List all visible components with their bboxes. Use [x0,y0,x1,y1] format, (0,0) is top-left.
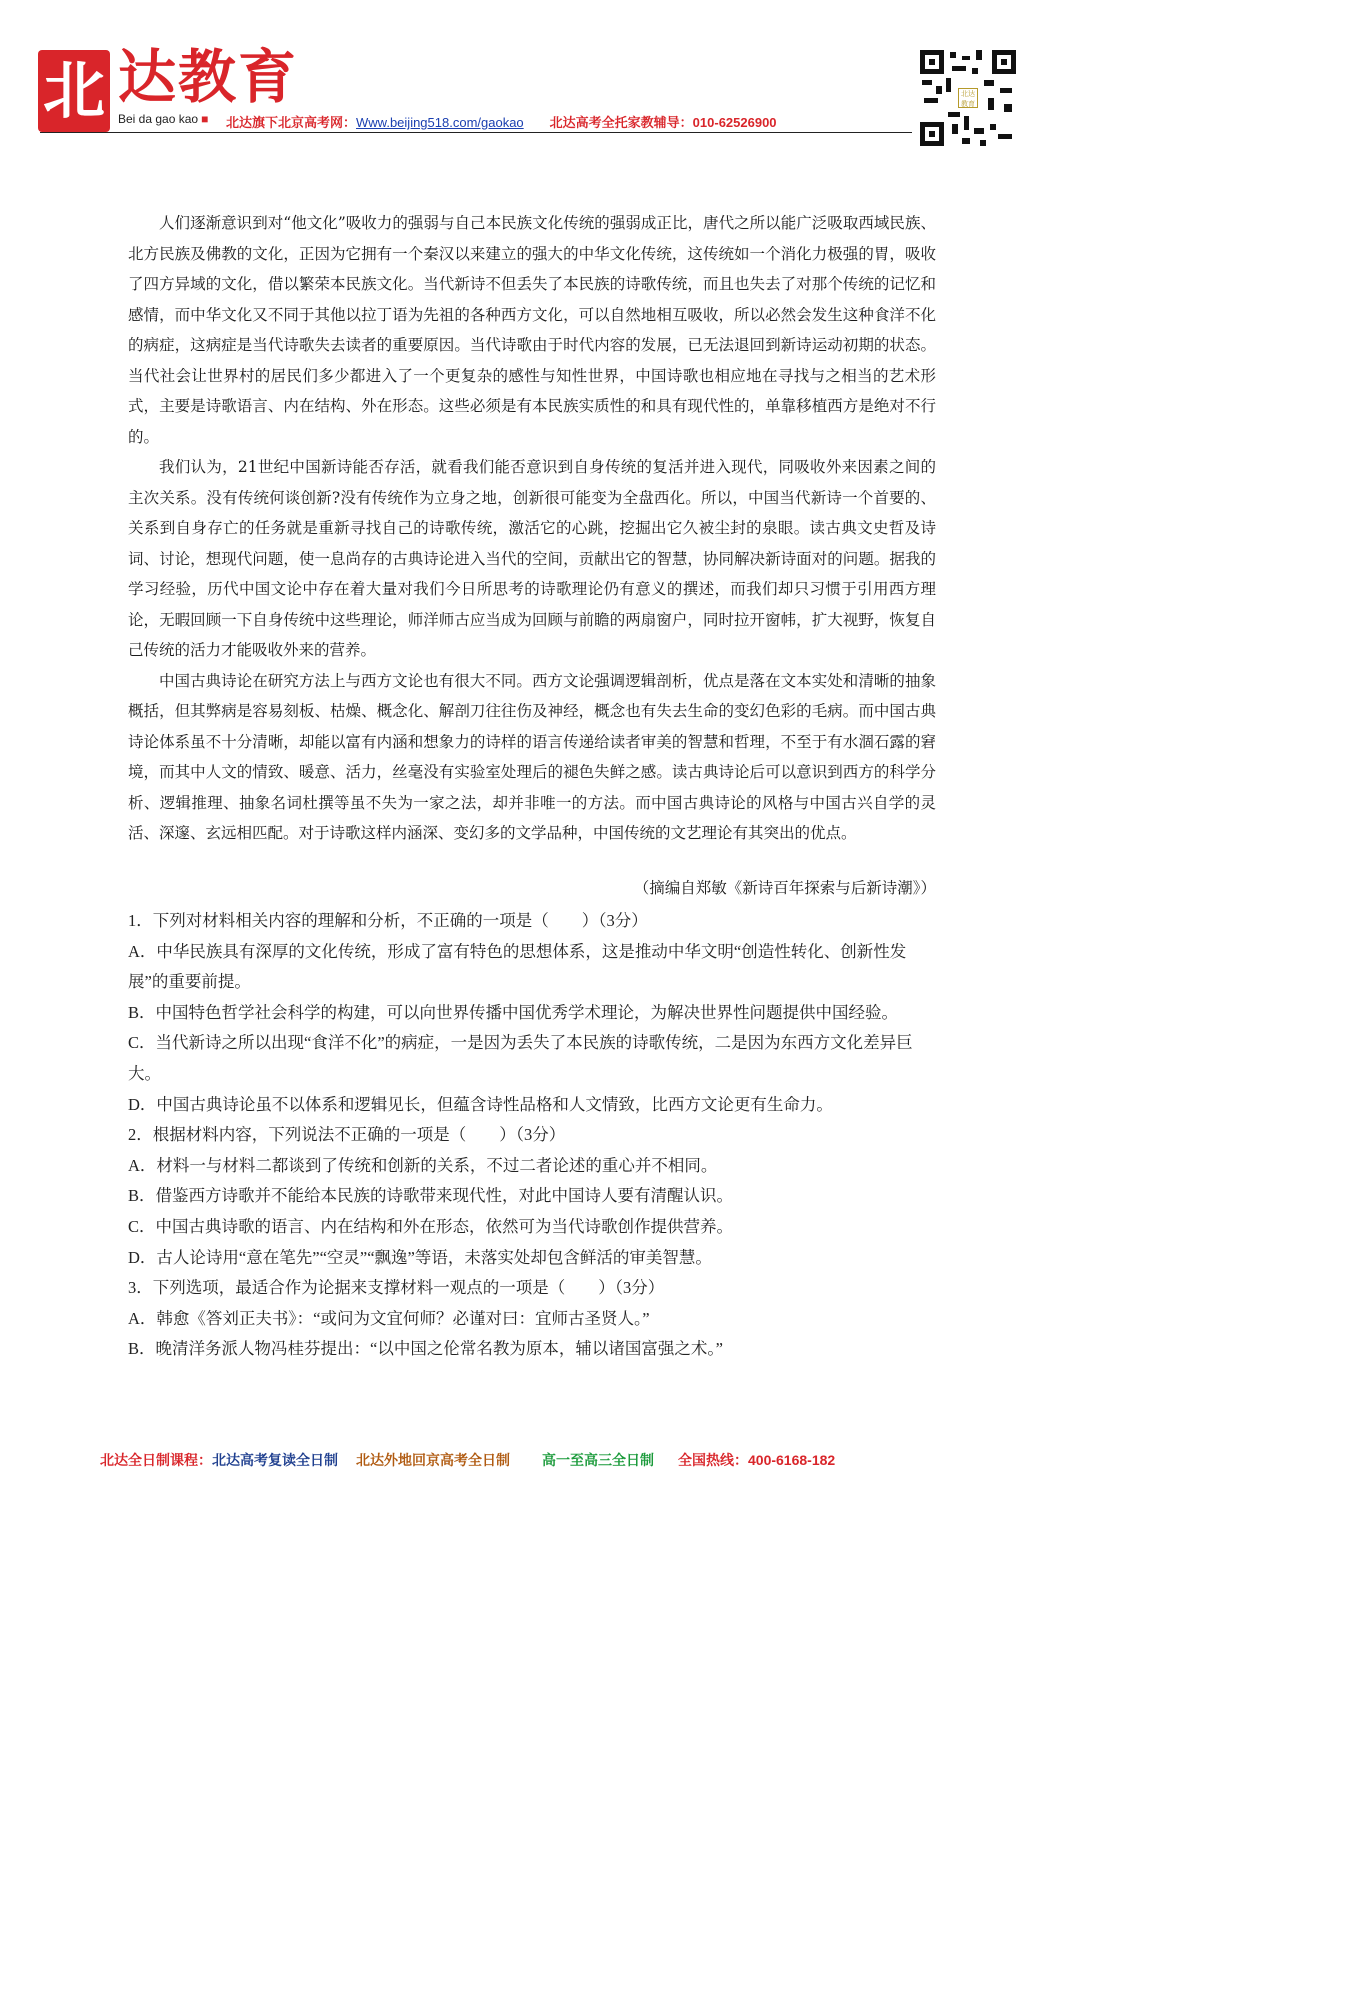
logo-name: 达教育 [118,43,299,111]
header-contact-line [226,112,777,131]
passage-paragraph: 中国古典诗论在研究方法上与西方文论也有很大不同。西方文论强调逻辑剖析，优点是落在文本实处和清晰的抽象概括，但其弊病是容易刻板、枯燥、概念化、解剖刀往往伤及神经，概念也有失去生命的变幻色彩的毛病。而中国古典诗论体系虽不十分清晰，却能以富有内涵和想象力的诗样的语言传递给读者审美的智慧和哲理，不至于有水涸石露的窘境，而其中人文的情致、暖意、活力，丝毫没有实验室处理后的褪色失鲜之感。读古典诗论后可以意识到西方的科学分析、逻辑推理、抽象名词杜撰等虽不失为一家之法，却并非唯一的方法。而中国古典诗论的风格与中国古兴自学的灵活、深邃、玄远相匹配。对于诗歌这样内涵深、变幻多的文学品种，中国传统的文艺理论有其突出的优点。 [128,671,936,842]
question-stem: 3．下列选项，最适合作为论据来支撑材料一观点的一项是（ ）（3分） [128,1278,665,1298]
qr-finder [992,50,1016,74]
footer-course-highschool: 高一至高三全日制 [542,1452,654,1468]
question-option: D．古人论诗用“意在笔先”“空灵”“飘逸”等语，未落实处却包含鲜活的审美智慧。 [128,1247,712,1267]
question-stem: 1．下列对材料相关内容的理解和分析，不正确的一项是（ ）（3分） [128,911,648,930]
header-divider [40,132,912,133]
qr-finder [920,50,944,74]
qr-code-icon [918,48,1018,148]
passage-citation: （摘编自郑敏《新诗百年探索与后新诗潮》） [633,879,936,897]
question-option: C．中国古典诗歌的语言、内在结构和外在形态，依然可为当代诗歌创作提供营养。 [128,1216,734,1236]
passage [128,208,936,849]
logo-pinyin-text: Bei da gao kao [118,112,199,126]
passage-paragraph: 我们认为，21世纪中国新诗能否存活，就看我们能否意识到自身传统的复活并进入现代，同吸收外来因素之间的主次关系。没有传统何谈创新?没有传统作为立身之地，创新很可能变为全盘西化。所以，中国当代新诗一个首要的、关系到自身存亡的任务就是重新寻找自己的诗歌传统，激活它的心跳，挖掘出它久被尘封的泉眼。读古典文史哲及诗词、讨论，想现代问题，使一息尚存的古典诗论进入当代的空间，贡献出它的智慧，协同解决新诗面对的问题。据我的学习经验，历代中国文论中存在着大量对我们今日所思考的诗歌理论仍有意义的撰述，而我们却只习惯于引用西方理论，无暇回顾一下自身传统中这些理论，师洋师古应当成为回顾与前瞻的两扇窗户，同时拉开窗帏，扩大视野，恢复自己传统的活力才能吸收外来的营养。 [128,458,936,659]
header-site-label: 北达旗下北京高考网： [226,115,357,130]
footer-hotline: 全国热线：400-6168-182 [678,1452,836,1468]
question-stem: 2．根据材料内容，下列说法不正确的一项是（ ）（3分） [128,1125,566,1145]
question-option: B．中国特色哲学社会科学的构建，可以向世界传播中国优秀学术理论，为解决世界性问题提供中国经验。 [128,1002,899,1022]
footer-label: 北达全日制课程： [100,1452,212,1468]
square-icon: ■ [201,112,209,126]
qr-center-label: 北达教育 [958,88,978,108]
question-option: C．当代新诗之所以出现“食洋不化”的病症，一是因为丢失了本民族的诗歌传统，二是因为东西方文化差异巨大。 [128,1033,913,1083]
passage-paragraph: 人们逐渐意识到对“他文化”吸收力的强弱与自己本民族文化传统的强弱成正比，唐代之所以能广泛吸取西域民族、北方民族及佛教的文化，正因为它拥有一个秦汉以来建立的强大的中华文化传统，这传统如一个消化力极强的胃，吸收了四方异域的文化，借以繁荣本民族文化。当代新诗不但丢失了本民族的诗歌传统，而且也失去了对那个传统的记忆和感情，而中华文化又不同于其他以拉丁语为先祖的各种西方文化，可以自然地相互吸收，所以必然会发生这种食洋不化的病症，这病症是当代诗歌失去读者的重要原因。当代诗歌由于时代内容的发展，已无法退回到新诗运动初期的状态。当代社会让世界村的居民们多少都进入了一个更复杂的感性与知性世界，中国诗歌也相应地在寻找与之相当的艺术形式，主要是诗歌语言、内在结构、外在形态。这些必须是有本民族实质性的和具有现代性的，单靠移植西方是绝对不行的。 [128,214,936,446]
footer-course-return: 北达外地回京高考全日制 [356,1452,510,1468]
question-option: A．中华民族具有深厚的文化传统，形成了富有特色的思想体系，这是推动中华文明“创造性转化、创新性发展”的重要前提。 [128,941,907,992]
question-option: A．材料一与材料二都谈到了传统和创新的关系，不过二者论述的重心并不相同。 [128,1155,718,1175]
question-option: B．晚清洋务派人物冯桂芬提出：“以中国之伦常名教为原本，辅以诸国富强之术。” [128,1339,723,1359]
question-option: B．借鉴西方诗歌并不能给本民族的诗歌带来现代性，对此中国诗人要有清醒认识。 [128,1186,734,1206]
question-option: A．韩愈《答刘正夫书》：“或问为文宜何师？必谨对曰：宜师古圣贤人。” [128,1308,650,1328]
logo-mark: 北 [38,50,110,132]
header-phone-label: 北达高考全托家教辅导：010-62526900 [549,115,777,130]
question-option: D．中国古典诗论虽不以体系和逻辑见长，但蕴含诗性品格和人文情致，比西方文论更有生命力。 [128,1094,833,1114]
questions [128,906,940,1365]
footer-course-repeat: 北达高考复读全日制 [212,1452,338,1468]
footer [100,1450,835,1470]
qr-finder [920,122,944,146]
logo-pinyin [118,112,208,126]
header-url-link[interactable]: Www.beijing518.com/gaokao [356,115,524,130]
